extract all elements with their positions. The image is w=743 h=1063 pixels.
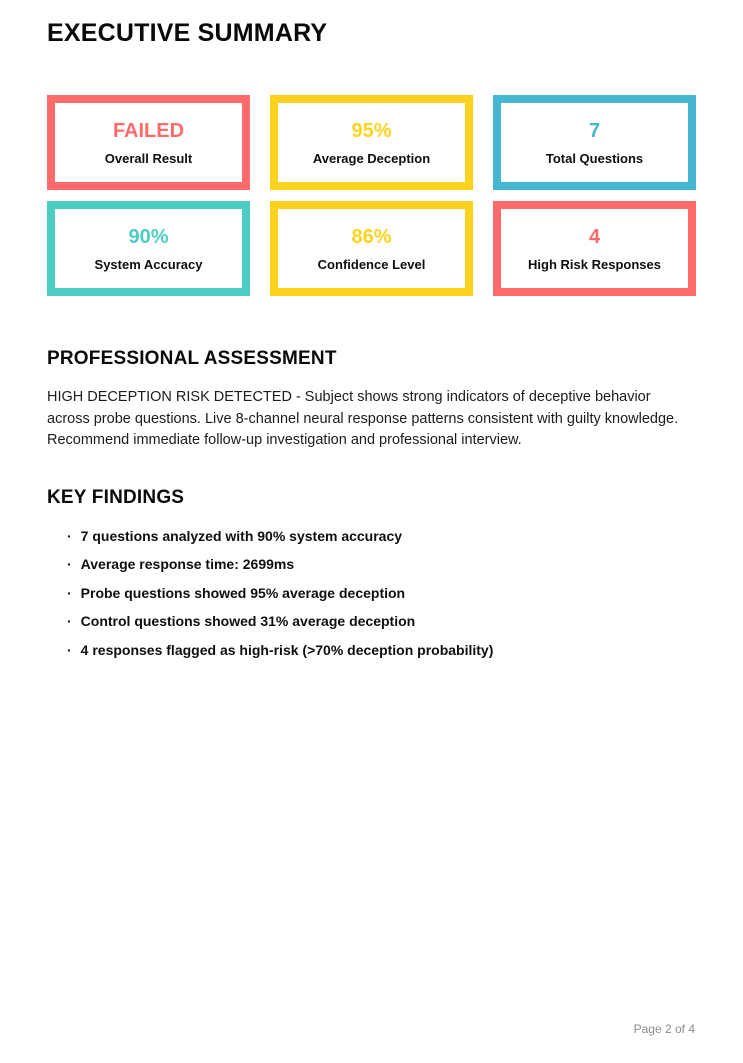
key-finding-item <box>67 529 696 544</box>
key-findings-heading: KEY FINDINGS <box>47 486 185 508</box>
stat-card-value: 7 <box>588 119 601 142</box>
key-finding-text: 7 questions analyzed with 90% system accuracy <box>80 527 403 544</box>
stat-card-label: Confidence Level <box>317 256 426 272</box>
stat-card <box>493 201 696 296</box>
bullet-dot-icon: · <box>67 641 72 658</box>
stat-card <box>47 95 250 190</box>
key-finding-text: Probe questions showed 95% average deception <box>80 584 406 601</box>
bullet-dot-icon: · <box>67 527 72 544</box>
bullet-dot-icon: · <box>67 584 72 601</box>
bullet-dot-icon: · <box>67 613 72 629</box>
stat-card-value: 86% <box>351 225 392 248</box>
key-finding-text: Average response time: 2699ms <box>80 556 295 572</box>
key-finding-item <box>67 586 696 601</box>
stat-card-value: FAILED <box>112 119 185 142</box>
stat-card-label: High Risk Responses <box>528 256 661 272</box>
stat-cards <box>47 95 696 296</box>
report-page <box>0 19 743 1036</box>
key-finding-item <box>67 614 696 629</box>
key-finding-item <box>67 643 696 658</box>
page-title: EXECUTIVE SUMMARY <box>47 19 328 47</box>
stat-card <box>493 95 696 190</box>
professional-assessment-text: HIGH DECEPTION RISK DETECTED - Subject shows strong indicators of deceptive behavior across probe questions. Live 8-channel neural response patterns consistent with guilty knowledge. Recommend immediate follow-up investigation and professional interview. <box>47 389 679 448</box>
stat-card-label: System Accuracy <box>94 256 203 272</box>
stat-card <box>47 201 250 296</box>
key-finding-text: 4 responses flagged as high-risk (>70% deception probability) <box>80 641 494 658</box>
stat-card-value: 90% <box>128 225 169 248</box>
stat-card-label: Total Questions <box>545 150 644 166</box>
stat-card <box>270 201 473 296</box>
professional-assessment-heading: PROFESSIONAL ASSESSMENT <box>47 348 337 369</box>
stat-card-value: 95% <box>351 119 392 142</box>
stat-card-label: Overall Result <box>104 150 193 166</box>
bullet-dot-icon: · <box>67 556 72 572</box>
stat-card-value: 4 <box>588 225 601 248</box>
key-finding-text: Control questions showed 31% average deception <box>80 613 416 629</box>
key-findings-list <box>47 529 696 658</box>
page-number: Page 2 of 4 <box>633 1022 695 1036</box>
key-finding-item <box>67 557 696 572</box>
stat-card <box>270 95 473 190</box>
stat-card-label: Average Deception <box>312 150 431 166</box>
